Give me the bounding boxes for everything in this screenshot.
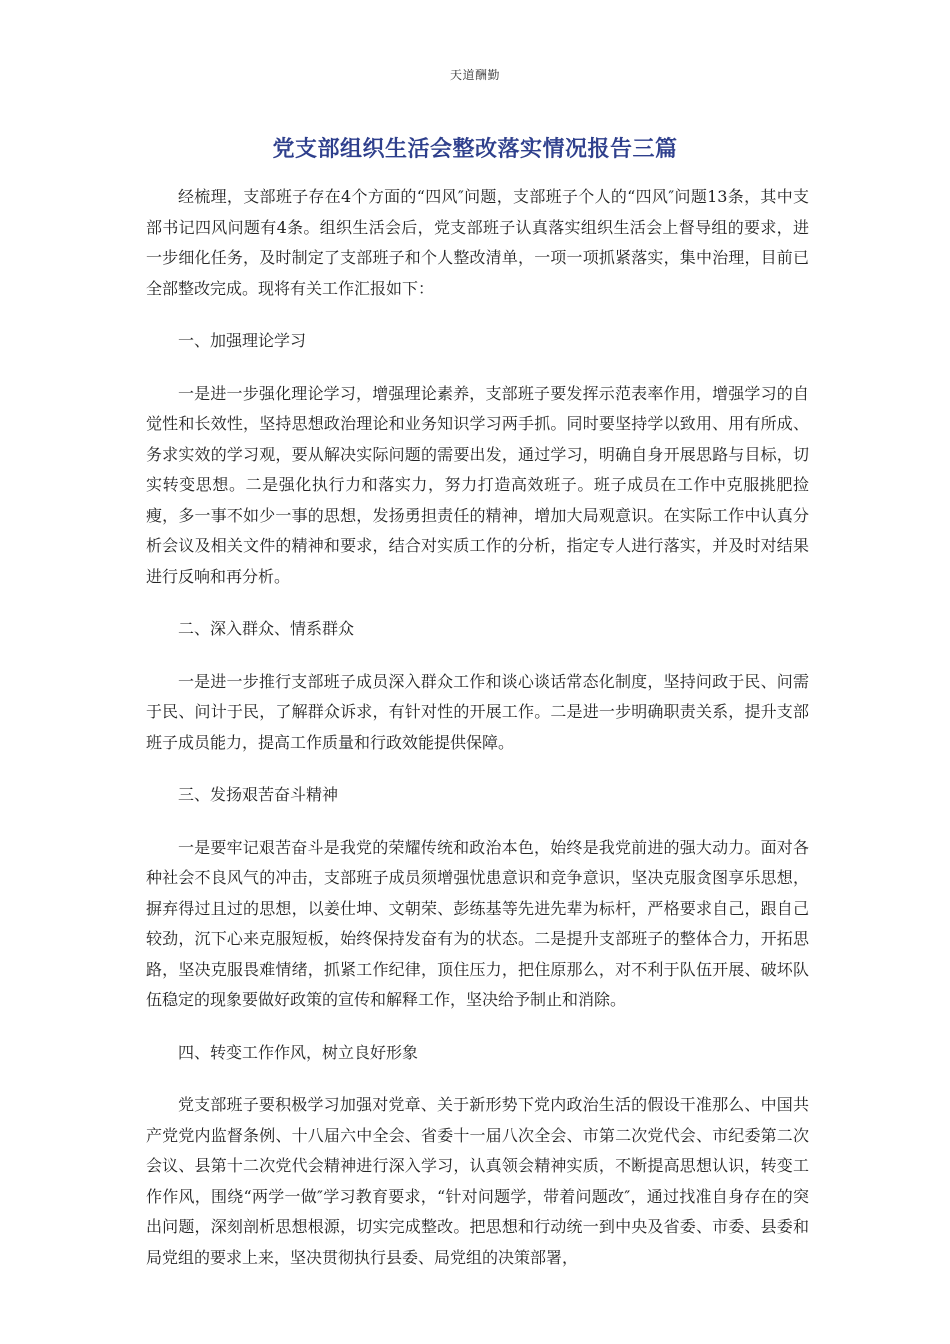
paragraph-intro: 经梳理，支部班子存在4个方面的“四风″问题，支部班子个人的“四风″问题13条，其中支部书记四风问题有4条。组织生活会后，党支部班子认真落实组织生活会上督导组的要求，进一步细化任务，及时制定了支部班子和个人整改清单，一项一项抓紧落实，集中治理，目前已全部整改完成。现将有关工作汇报如下： <box>146 187 809 298</box>
paragraph-section-2: 一是进一步推行支部班子成员深入群众工作和谈心谈话常态化制度，坚持问政于民、问需于民、问计于民，了解群众诉求，有针对性的开展工作。二是进一步明确职责关系，提升支部班子成员能力，提高工作质量和行政效能提供保障。 <box>146 671 809 752</box>
paragraph-section-3: 一是要牢记艰苦奋斗是我党的荣耀传统和政治本色，始终是我党前进的强大动力。面对各种社会不良风气的冲击，支部班子成员须增强忧患意识和竞争意识，坚决克服贪图享乐思想，摒弃得过且过的思想，以姜仕坤、文朝荣、彭练基等先进先辈为标杆，严格要求自己，跟自己较劲，沉下心来克服短板，始终保持发奋有为的状态。二是提升支部班子的整体合力，开拓思路，坚决克服畏难情绪，抓紧工作纪律，顶住压力，把住原那么，对不利于队伍开展、破坏队伍稳定的现象要做好政策的宣传和解释工作，坚决给予制止和消除。 <box>146 837 809 1009</box>
document-body <box>146 182 809 1295</box>
page-header: 天道酬勤 <box>449 68 500 82</box>
section-heading-4: 四、转变工作作风，树立良好形象 <box>178 1042 419 1062</box>
paragraph-section-1: 一是进一步强化理论学习，增强理论素养，支部班子要发挥示范表率作用，增强学习的自觉性和长效性，坚持思想政治理论和业务知识学习两手抓。同时要坚持学以致用、用有所成、务求实效的学习观，要从解决实际问题的需要出发，通过学习，明确自身开展思路与目标，切实转变思想。二是强化执行力和落实力，努力打造高效班子。班子成员在工作中克服挑肥捡瘦，多一事不如少一事的思想，发扬勇担责任的精神，增加大局观意识。在实际工作中认真分析会议及相关文件的精神和要求，结合对实质工作的分析，指定专人进行落实，并及时对结果进行反响和再分析。 <box>146 383 809 586</box>
document-title: 党支部组织生活会整改落实情况报告三篇 <box>272 136 678 162</box>
section-heading-2: 二、深入群众、情系群众 <box>178 619 355 638</box>
section-heading-1: 一、加强理论学习 <box>178 331 307 350</box>
paragraph-section-4: 党支部班子要积极学习加强对党章、关于新形势下党内政治生活的假设干准那么、中国共产党党内监督条例、十八届六中全会、省委十一届八次全会、市第二次党代会、市纪委第二次会议、县第十二次党代会精神进行深入学习，认真领会精神实质，不断提高思想认识，转变工作作风，围绕“两学一做″学习教育要求，“针对问题学，带着问题改″，通过找准自身存在的突出问题，深刻剖析思想根源，切实完成整改。把思想和行动统一到中央及省委、市委、县委和局党组的要求上来，坚决贯彻执行县委、局党组的决策部署， <box>146 1095 809 1267</box>
section-heading-3: 三、发扬艰苦奋斗精神 <box>178 785 339 804</box>
